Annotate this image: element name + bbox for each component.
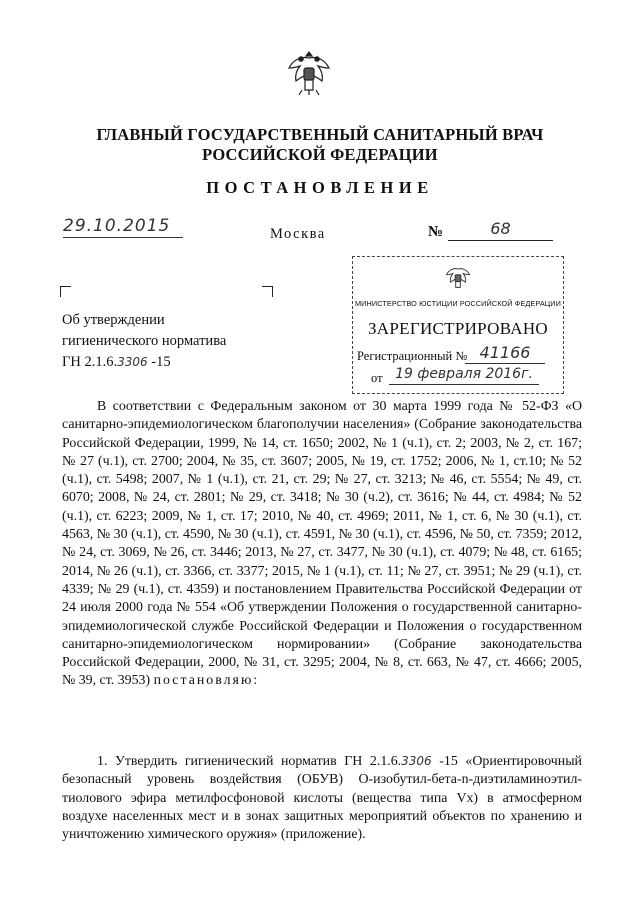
subject-code-number: 3306: [117, 355, 148, 369]
stamp-date-label: от: [371, 371, 383, 385]
decree-city: Москва: [270, 226, 326, 242]
number-label: №: [428, 224, 444, 240]
clause-1-paragraph: [62, 752, 582, 844]
decree-date: 29.10.2015: [63, 215, 183, 238]
subject-line2: гигиенического норматива: [62, 333, 227, 349]
clause-1-text-b: -15 «Ориентировочный безопасный уровень воздействия (ОБУВ) О-изобутил-бета-n-диэтиламиноэтил-тиолового эфира метилфосфоновой кислоты (вещества типа Vx) в атмосферном воздухе населенных мест и в зонах защитных мероприятий объектов по хранению и уничтожению химического оружия» (приложение).: [62, 754, 582, 843]
decree-subject: [62, 310, 226, 373]
issuer-title-line1: ГЛАВНЫЙ ГОСУДАРСТВЕННЫЙ САНИТАРНЫЙ ВРАЧ: [96, 125, 544, 144]
issuer-title-line2: РОССИЙСКОЙ ФЕДЕРАЦИИ: [202, 145, 438, 164]
subject-corner-left: [60, 286, 71, 297]
subject-corner-right: [262, 286, 273, 297]
stamp-reg-label: Регистрационный №: [357, 349, 468, 363]
clause-1-code: 3306: [401, 754, 432, 768]
subject-code-suffix: -15: [147, 354, 171, 370]
stamp-registered: ЗАРЕГИСТРИРОВАНО: [367, 319, 549, 338]
double-headed-eagle-icon: [283, 46, 335, 98]
stamp-date-value: 19 февраля 2016г.: [389, 364, 539, 385]
stamp-ministry: МИНИСТЕРСТВО ЮСТИЦИИ РОССИЙСКОЙ ФЕДЕРАЦИИ: [355, 299, 561, 308]
stamp-eagle-icon: [443, 262, 473, 292]
issuer-title: [0, 125, 640, 165]
subject-line1: Об утверждении: [62, 312, 165, 328]
subject-line3: [62, 352, 226, 373]
registration-stamp: [352, 256, 564, 394]
stamp-reg-number: 41166: [465, 343, 545, 364]
preamble-paragraph: [62, 398, 582, 691]
decree-heading: ПОСТАНОВЛЕНИЕ: [206, 178, 434, 197]
decree-number: 68: [448, 218, 553, 241]
clause-1-text-a: 1. Утвердить гигиенический норматив ГН 2.1.6.: [97, 754, 402, 769]
preamble-text: В соответствии с Федеральным законом от 30 марта 1999 года № 52-ФЗ «О санитарно-эпидемиологическом благополучии населения» (Собрание законодательства Российской Федерации, 1999, № 14, ст. 1650; 2002, № 1 (ч.1), ст. 2; 2003, № 2, ст. 167; № 27 (ч.1), ст. 2700; 2004, № 35, ст. 3607; 2005, № 19, ст. 1752; 2006, № 1, ст.10; № 52 (ч.1), ст. 5498; 2007, № 1 (ч.1), ст. 21, ст. 29; № 27, ст. 3213; № 46, ст. 5554; № 49, ст. 6070; 2008, № 24, ст. 2801; № 29, ст. 3418; № 30 (ч.2), ст. 3616; № 44, ст. 4984; № 52 (ч.1), ст. 6223; 2009, № 1, ст. 17; 2010, № 40, ст. 4969; 2011, № 1, ст. 6, № 30 (ч.1), ст. 4563, № 30 (ч.1), ст. 4590, № 30 (ч.1), ст. 4591, № 30 (ч.1), ст. 4596, № 50, ст. 7359; 2012, № 24, ст. 3069, № 26, ст. 3446; 2013, № 27, ст. 3477, № 30 (ч.1), ст. 4079; № 48, ст. 6165; 2014, № 26 (ч.1), ст. 3366, ст. 3377; 2015, № 1 (ч.1), ст. 11; № 27, ст. 3951; № 29 (ч.1), ст. 4339; № 29 (ч.1), ст. 4359) и постановлением Правительства Российской Федерации от 24 июля 2000 года № 554 «Об утверждении Положения о государственной санитарно-эпидемиологической службе Российской Федерации и Положения о государственном санитарно-эпидемиологическом нормировании» (Собрание законодательства Российской Федерации, 2000, № 31, ст. 3295; 2004, № 8, ст. 663, № 47, ст. 4666; 2005, № 39, ст. 3953): [62, 399, 582, 689]
preamble-verb: постановляю:: [153, 673, 260, 689]
subject-code-prefix: ГН 2.1.6.: [62, 354, 118, 370]
